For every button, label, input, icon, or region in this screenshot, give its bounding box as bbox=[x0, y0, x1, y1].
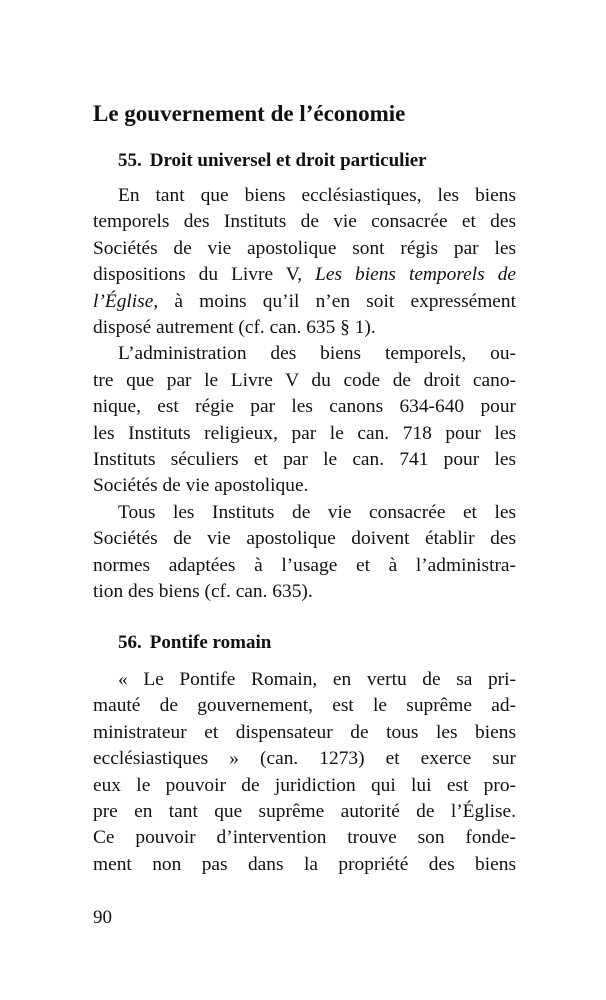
section-56-body bbox=[93, 667, 516, 878]
text-line: nique, est régie par les canons 634-640 pour bbox=[93, 396, 516, 418]
section-number: 56. bbox=[118, 632, 142, 653]
section-55-body bbox=[93, 183, 516, 606]
paragraph bbox=[93, 341, 516, 499]
text-line: En tant que biens ecclésiastiques, les biens bbox=[118, 185, 516, 206]
section-heading-56 bbox=[118, 630, 538, 656]
paragraph bbox=[93, 183, 516, 341]
paragraph bbox=[93, 500, 516, 606]
chapter-title: Le gouvernement de l’économie bbox=[93, 101, 406, 126]
text-line: L’administration des biens temporels, ou- bbox=[118, 343, 516, 365]
text-line: Instituts séculiers et par le can. 741 pour les bbox=[93, 449, 516, 471]
section-title: Pontife romain bbox=[149, 632, 272, 653]
text-line: ecclésiastiques » (can. 1273) et exerce sur bbox=[93, 748, 516, 770]
text-line: Sociétés de vie apostolique sont régis par les bbox=[93, 237, 516, 259]
text-line: ministrateur et dispensateur de tous les biens bbox=[93, 721, 516, 743]
text-line: normes adaptées à l’usage et à l’administra- bbox=[93, 554, 516, 576]
text-line: tre que par le Livre V du code de droit cano- bbox=[93, 369, 516, 391]
text-line bbox=[93, 289, 516, 315]
text-line: Sociétés de vie apostolique doivent établir des bbox=[93, 528, 516, 550]
text-line: « Le Pontife Romain, en vertu de sa pri- bbox=[118, 669, 516, 690]
paragraph bbox=[93, 667, 516, 878]
text-line: Tous les Instituts de vie consacrée et les bbox=[118, 501, 516, 523]
page-number: 90 bbox=[93, 907, 112, 928]
section-heading-55 bbox=[118, 148, 538, 174]
book-title-italic: l’Église bbox=[93, 290, 154, 312]
text-line: temporels des Instituts de vie consacrée et des bbox=[93, 211, 516, 233]
text-line bbox=[93, 262, 516, 288]
text-line: les Instituts religieux, par le can. 718 pour les bbox=[93, 422, 516, 444]
text-fragment: dispositions du Livre V, bbox=[93, 264, 316, 286]
text-line: Sociétés de vie apostolique. bbox=[93, 475, 309, 497]
section-number: 55. bbox=[118, 150, 142, 171]
text-line: mauté de gouvernement, est le suprême ad- bbox=[93, 695, 516, 717]
text-line: ment non pas dans la propriété des biens bbox=[93, 853, 516, 875]
text-line: disposé autrement (cf. can. 635 § 1). bbox=[93, 317, 376, 339]
text-line: Ce pouvoir d’intervention trouve son fonde- bbox=[93, 827, 516, 849]
text-line: pre en tant que suprême autorité de l’Église. bbox=[93, 801, 516, 823]
book-title-italic: Les biens temporels de bbox=[315, 264, 516, 286]
text-fragment: , à moins qu’il n’en soit expressément bbox=[153, 290, 516, 312]
text-line: eux le pouvoir de juridiction qui lui est pro- bbox=[93, 774, 516, 796]
section-title: Droit universel et droit particulier bbox=[149, 150, 427, 171]
text-line: tion des biens (cf. can. 635). bbox=[93, 581, 313, 603]
